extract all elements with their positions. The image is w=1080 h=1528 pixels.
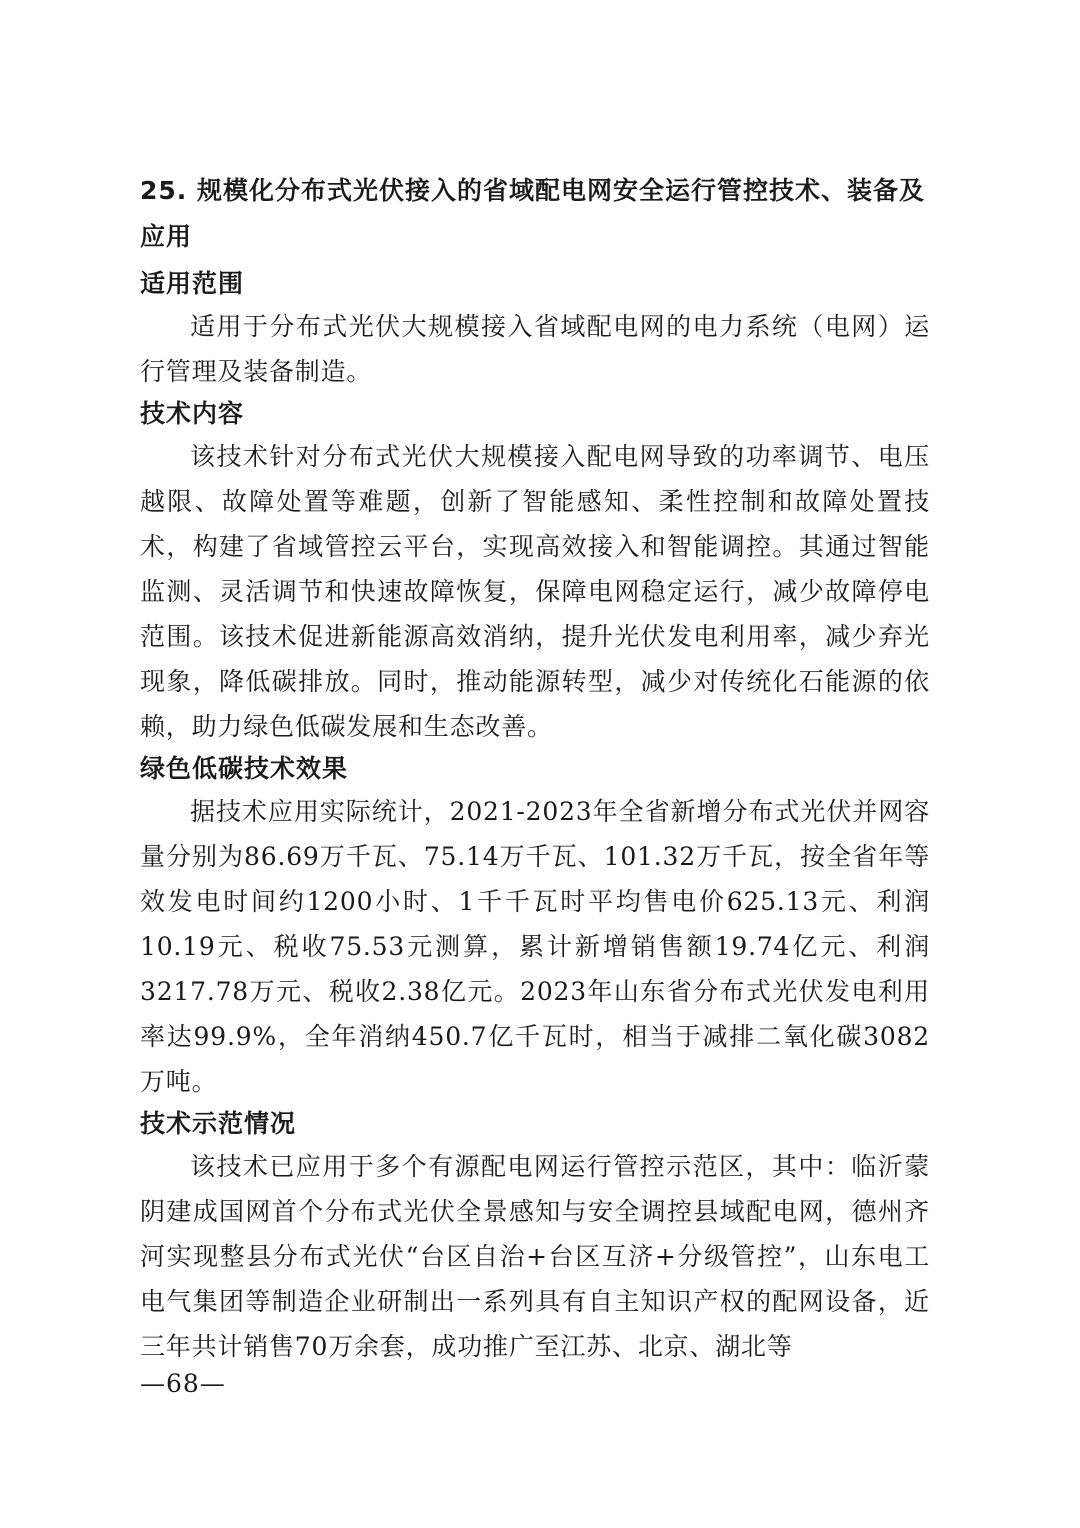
section-heading-content: 技术内容 <box>140 399 245 428</box>
section-heading-demo: 技术示范情况 <box>140 1109 297 1138</box>
section-heading-scope: 适用范围 <box>140 269 245 298</box>
section-paragraph-scope: 适用于分布式光伏大规模接入省域配电网的电力系统（电网）运行管理及装备制造。 <box>140 312 930 386</box>
document-page <box>140 168 930 1369</box>
document-title: 25. 规模化分布式光伏接入的省域配电网安全运行管控技术、装备及应用 <box>140 176 925 251</box>
page-number: —68— <box>140 1369 226 1398</box>
section-paragraph-demo: 该技术已应用于多个有源配电网运行管控示范区，其中：临沂蒙阴建成国网首个分布式光伏全景感知与安全调控县域配电网，德州齐河实现整县分布式光伏“台区自治+台区互济+分级管控”，山东电工电气集团等制造企业研制出一系列具有自主知识产权的配网设备，近三年共计销售70万余套，成功推广至江苏、北京、湖北等 <box>140 1152 930 1361</box>
section-heading-effect: 绿色低碳技术效果 <box>140 754 349 783</box>
section-paragraph-content: 该技术针对分布式光伏大规模接入配电网导致的功率调节、电压越限、故障处置等难题，创新了智能感知、柔性控制和故障处置技术，构建了省域管控云平台，实现高效接入和智能调控。其通过智能监测、灵活调节和快速故障恢复，保障电网稳定运行，减少故障停电范围。该技术促进新能源高效消纳，提升光伏发电利用率，减少弃光现象，降低碳排放。同时，推动能源转型，减少对传统化石能源的依赖，助力绿色低碳发展和生态改善。 <box>140 442 930 741</box>
section-paragraph-effect: 据技术应用实际统计，2021-2023年全省新增分布式光伏并网容量分别为86.69万千瓦、75.14万千瓦、101.32万千瓦，按全省年等效发电时间约1200小时、1千千瓦时平均售电价625.13元、利润10.19元、税收75.53元测算，累计新增销售额19.74亿元、利润3217.78万元、税收2.38亿元。2023年山东省分布式光伏发电利用率达99.9%，全年消纳450.7亿千瓦时，相当于减排二氧化碳3082万吨。 <box>140 797 930 1096</box>
